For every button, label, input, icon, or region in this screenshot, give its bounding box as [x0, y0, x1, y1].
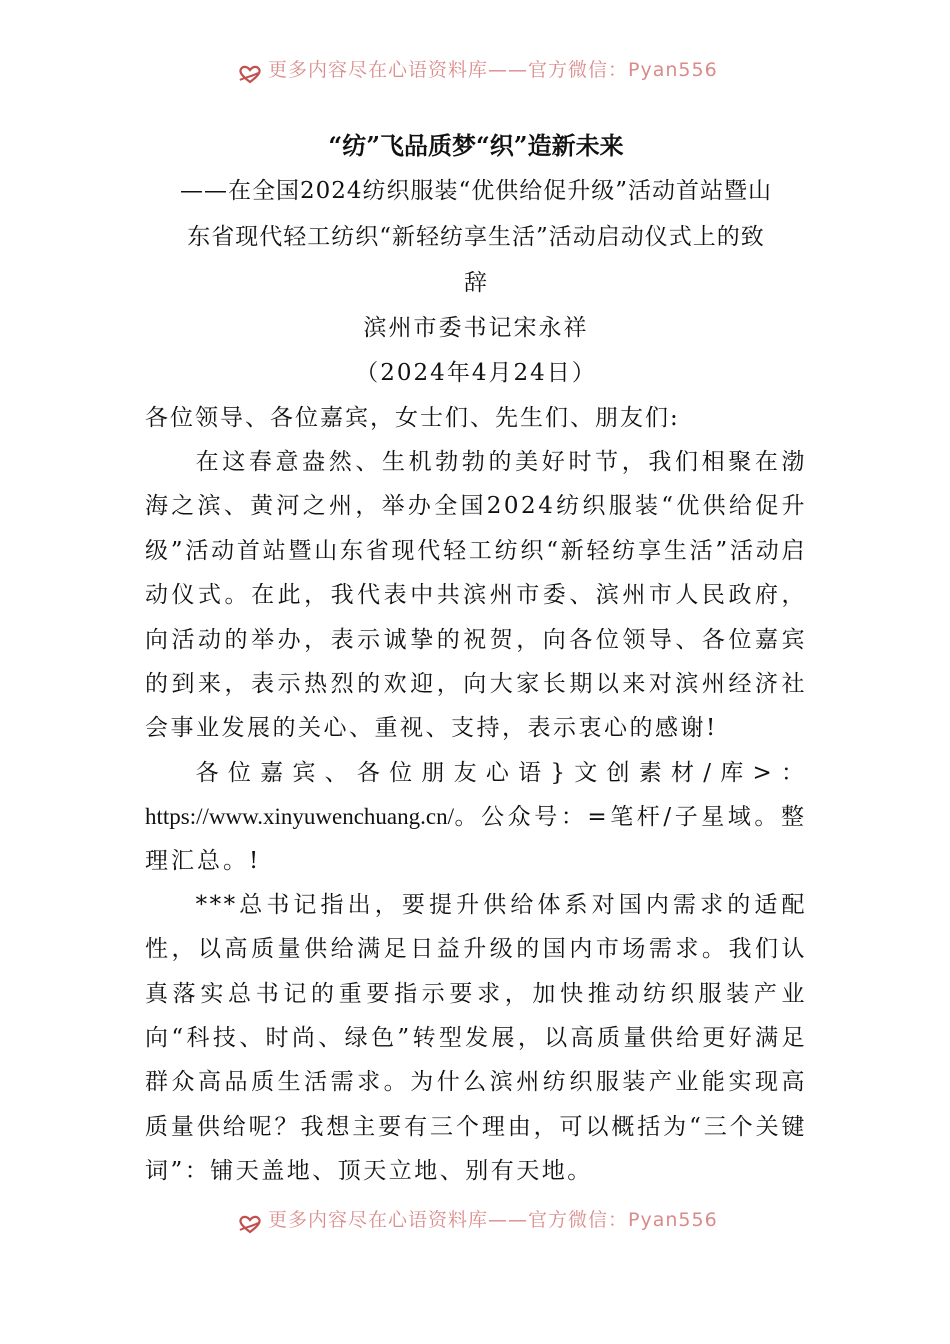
- date-line: （2024年4月24日）: [355, 360, 597, 386]
- document-title: “纺”飞品质梦“织”造新未来: [328, 131, 624, 160]
- watermark-text: 更多内容尽在心语资料库——官方微信：Pyan556: [268, 1209, 718, 1231]
- subtitle-line-1: ——在全国2024纺织服装“优供给促升级”活动首站暨山: [179, 178, 773, 204]
- body-paragraph-1: 在这春意盎然、生机勃勃的美好时节，我们相聚在渤海之滨、黄河之州，举办全国2024纺织服装“优供给促升级”活动首站暨山东省现代轻工纺织“新轻纺享生活”活动启动仪式。在此，我代表中共滨州市委、滨州市人民政府，向活动的举办，表示诚挚的祝贺，向各位领导、各位嘉宾的到来，表示热烈的欢迎，向大家长期以来对滨州经济社会事业发展的关心、重视、支持，表示衷心的感谢!: [145, 449, 807, 742]
- subtitle-line-2: 东省现代轻工纺织“新轻纺享生活”活动启动仪式上的致: [187, 224, 765, 250]
- ad-url-link[interactable]: https://www.xinyuwenchuang.cn/: [145, 803, 454, 829]
- salutation: 各位领导、各位嘉宾，女士们、先生们、朋友们:: [145, 405, 680, 431]
- ad-paragraph: [145, 751, 807, 883]
- heart-logo-icon: [238, 64, 262, 84]
- watermark-text: 更多内容尽在心语资料库——官方微信：Pyan556: [268, 59, 718, 81]
- ad-prefix: 各位嘉宾、各位朋友心语}文创素材/库>：: [195, 759, 807, 786]
- body-paragraph-2: ***总书记指出，要提升供给体系对国内需求的适配性，以高质量供给满足日益升级的国内市场需求。我们认真落实总书记的重要指示要求，加快推动纺织服装产业向“科技、时尚、绿色”转型发展，以高质量供给更好满足群众高品质生活需求。为什么滨州纺织服装产业能实现高质量供给呢？我想主要有三个理由，可以概括为“三个关键词”：铺天盖地、顶天立地、别有天地。: [145, 891, 807, 1185]
- document-page: [145, 124, 807, 1194]
- footer-watermark: [0, 1206, 950, 1234]
- heart-logo-icon: [238, 1214, 262, 1234]
- subtitle-line-3: 辞: [464, 270, 488, 296]
- ad-suffix: 。公众号：=笔杆/子星域。整理汇总。!: [145, 803, 807, 874]
- header-watermark: [0, 56, 950, 84]
- author-line: 滨州市委书记宋永祥: [363, 315, 589, 341]
